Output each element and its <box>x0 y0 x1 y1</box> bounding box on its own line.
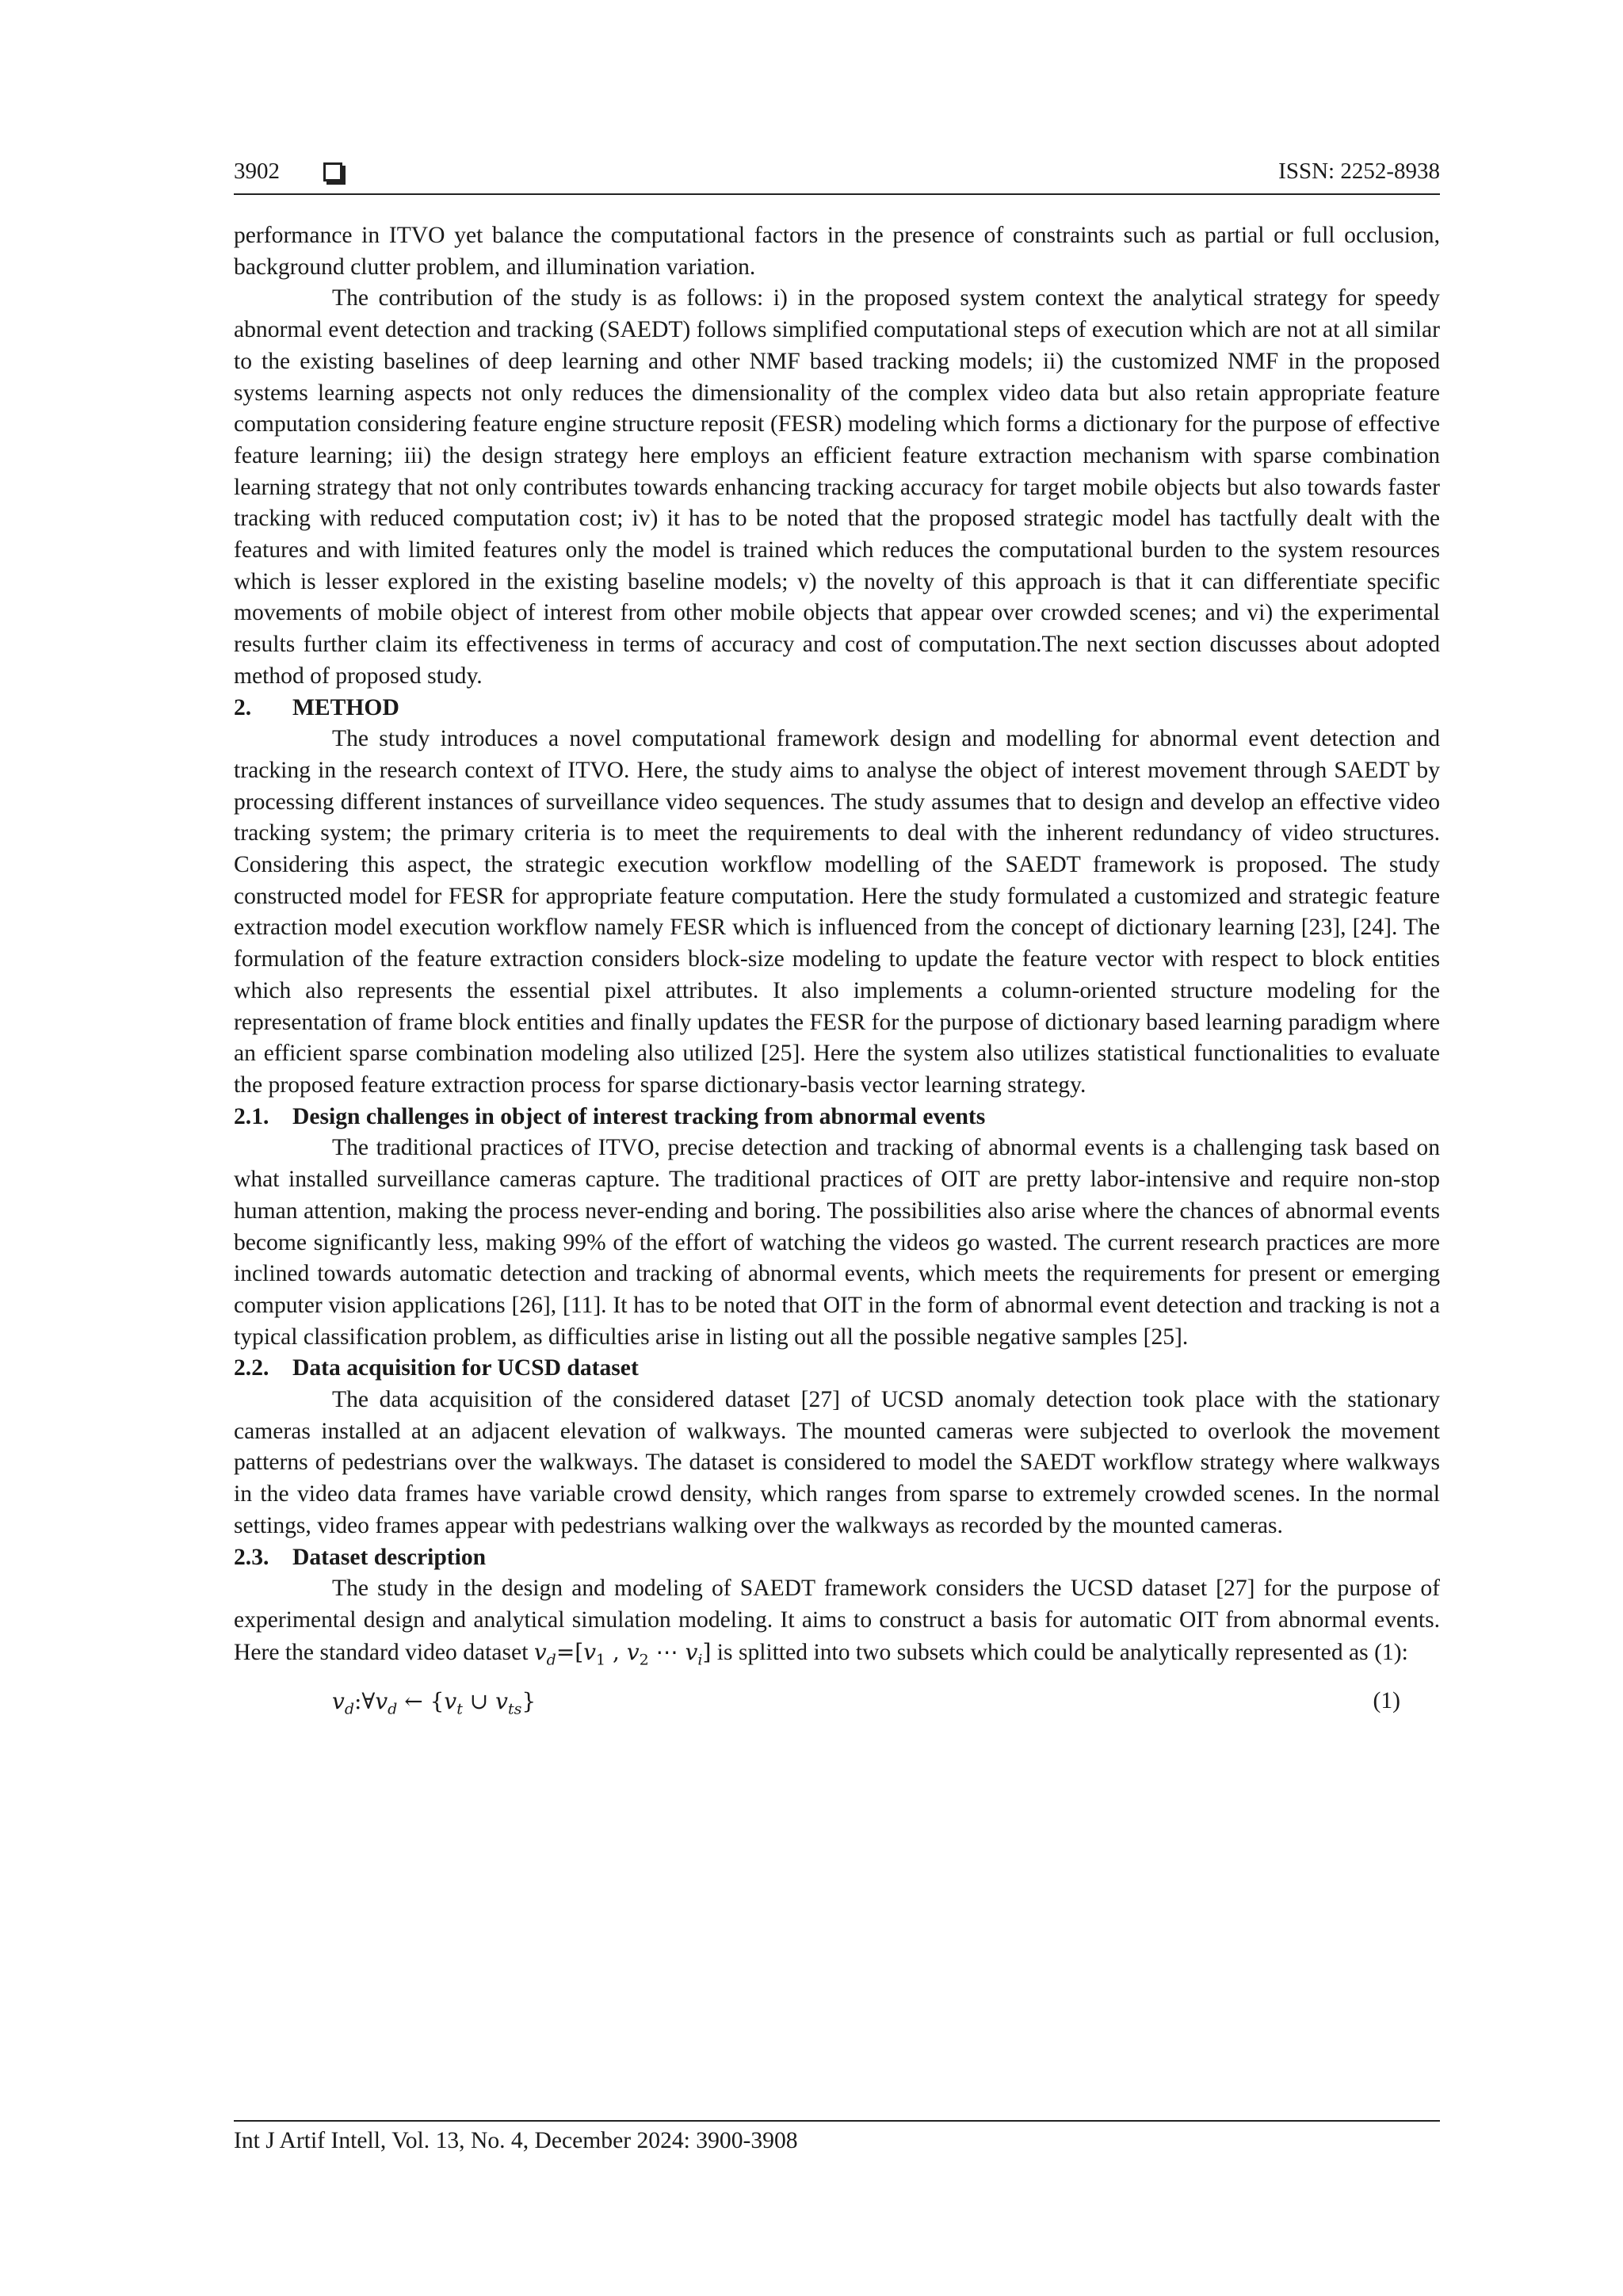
text-run: is splitted into two subsets which could be analytically represented as (1): <box>711 1639 1408 1665</box>
page-header <box>234 155 1440 195</box>
section-title: METHOD <box>292 694 399 720</box>
subsection-2-3-paragraph <box>234 1573 1440 1668</box>
subsection-title: Dataset description <box>292 1544 487 1570</box>
subsection-heading-2-2 <box>234 1353 1440 1385</box>
subsection-number: 2.3. <box>234 1544 269 1570</box>
inline-math-dataset: $v_d=[v_1$ , $v_2$ ⋯ $v_i$] <box>533 1638 712 1669</box>
subsection-heading-2-1 <box>234 1102 1440 1133</box>
subsection-number: 2.2. <box>234 1355 269 1381</box>
page-number: 3902 <box>234 159 280 184</box>
square-bullet-icon <box>323 162 342 181</box>
text-run: The study in the design and modeling of SAEDT framework considers the UCSD dataset [27] for the purpose of experimental design and analytical simulation modeling. It aims to construct a basis for automatic OIT from abnormal events. Here the standard video dataset <box>234 1576 1440 1665</box>
equation-number: (1) <box>1373 1688 1400 1714</box>
intro-paragraph-end: performance in ITVO yet balance the computational factors in the presence of constraints such as partial or full occlusion, background clutter problem, and illumination variation. <box>234 223 1440 280</box>
equation-1 <box>234 1686 1440 1724</box>
subsection-2-2-paragraph: The data acquisition of the considered dataset [27] of UCSD anomaly detection took place with the stationary cameras installed at an adjacent elevation of walkways. The mounted cameras were subjected to overlook the movement patterns of pedestrians over the walkways. The dataset is considered to model the SAEDT workflow strategy where walkways in the video data frames have variable crowd density, which ranges from sparse to extremely crowded scenes. In the normal settings, video frames appear with pedestrians walking over the walkways as recorded by the mounted cameras. <box>234 1387 1440 1538</box>
subsection-title: Design challenges in object of interest tracking from abnormal events <box>292 1103 986 1129</box>
contribution-paragraph: The contribution of the study is as follows: i) in the proposed system context the analytical strategy for speedy abnormal event detection and tracking (SAEDT) follows simplified computational steps of execution which are not at all similar to the existing baselines of deep learning and other NMF based tracking models; ii) the customized NMF in the proposed systems learning aspects not only reduces the dimensionality of the complex video data but also retain appropriate feature computation considering feature engine structure reposit (FESR) modeling which forms a dictionary for the purpose of effective feature learning; iii) the design strategy here employs an efficient feature extraction mechanism with sparse combination learning strategy that not only contributes towards enhancing tracking accuracy for target mobile objects but also towards faster tracking with reduced computation cost; iv) it has to be noted that the proposed strategic model has tactfully dealt with the features and with limited features only the model is trained which reduces the computational burden to the system resources which is lesser explored in the existing baseline models; v) the novelty of this approach is that it can differentiate specific movements of mobile object of interest from other mobile objects that appear over crowded scenes; and vi) the experimental results further claim its effectiveness in terms of accuracy and cost of computation.The next section discusses about adopted method of proposed study. <box>234 285 1440 689</box>
section-heading-method <box>234 693 1440 724</box>
subsection-2-1-paragraph: The traditional practices of ITVO, precise detection and tracking of abnormal events is a challenging task based on what installed surveillance cameras capture. The traditional practices of OIT are pretty labor-intensive and require non-stop human attention, making the process never-ending and boring. The possibilities also arise where the chances of abnormal events become significantly less, making 99% of the effort of watching the videos go wasted. The current research practices are more inclined towards automatic detection and tracking of abnormal events, which meets the requirements for present or emerging computer vision applications [26], [11]. It has to be noted that OIT in the form of abnormal event detection and tracking is not a typical classification problem, as difficulties arise in listing out all the possible negative samples [25]. <box>234 1135 1440 1350</box>
issn-label: ISSN: 2252-8938 <box>1278 159 1440 184</box>
subsection-heading-2-3 <box>234 1542 1440 1574</box>
journal-citation: Int J Artif Intell, Vol. 13, No. 4, December 2024: 3900-3908 <box>234 2128 798 2153</box>
page-footer <box>234 2120 1440 2157</box>
section-number: 2. <box>234 694 252 720</box>
subsection-title: Data acquisition for UCSD dataset <box>292 1355 639 1381</box>
subsection-number: 2.1. <box>234 1103 269 1129</box>
method-paragraph: The study introduces a novel computational framework design and modelling for abnormal event detection and tracking in the research context of ITVO. Here, the study aims to analyse the object of interest movement through SAEDT by processing different instances of surveillance video sequences. The study assumes that to design and develop an effective video tracking system; the primary criteria is to meet the requirements to deal with the inherent redundancy of video structures. Considering this aspect, the strategic execution workflow modelling of the SAEDT framework is proposed. The study constructed model for FESR for appropriate feature computation. Here the study formulated a customized and strategic feature extraction model execution workflow namely FESR which is influenced from the concept of dictionary learning [23], [24]. The formulation of the feature extraction considers block-size modeling to update the feature vector with respect to block entities which also represents the essential pixel attributes. It also implements a column-oriented structure modeling for the representation of frame block entities and finally updates the FESR for the purpose of dictionary based learning paradigm where an efficient sparse combination modeling also utilized [25]. Here the system also utilizes statistical functionalities to evaluate the proposed feature extraction process for sparse dictionary-basis vector learning strategy. <box>234 726 1440 1098</box>
equation-body: $v_d:\forall v_d$ ← {$v_t$ ∪ $v_{ts}$} <box>332 1688 537 1718</box>
body-content <box>234 220 1440 1724</box>
